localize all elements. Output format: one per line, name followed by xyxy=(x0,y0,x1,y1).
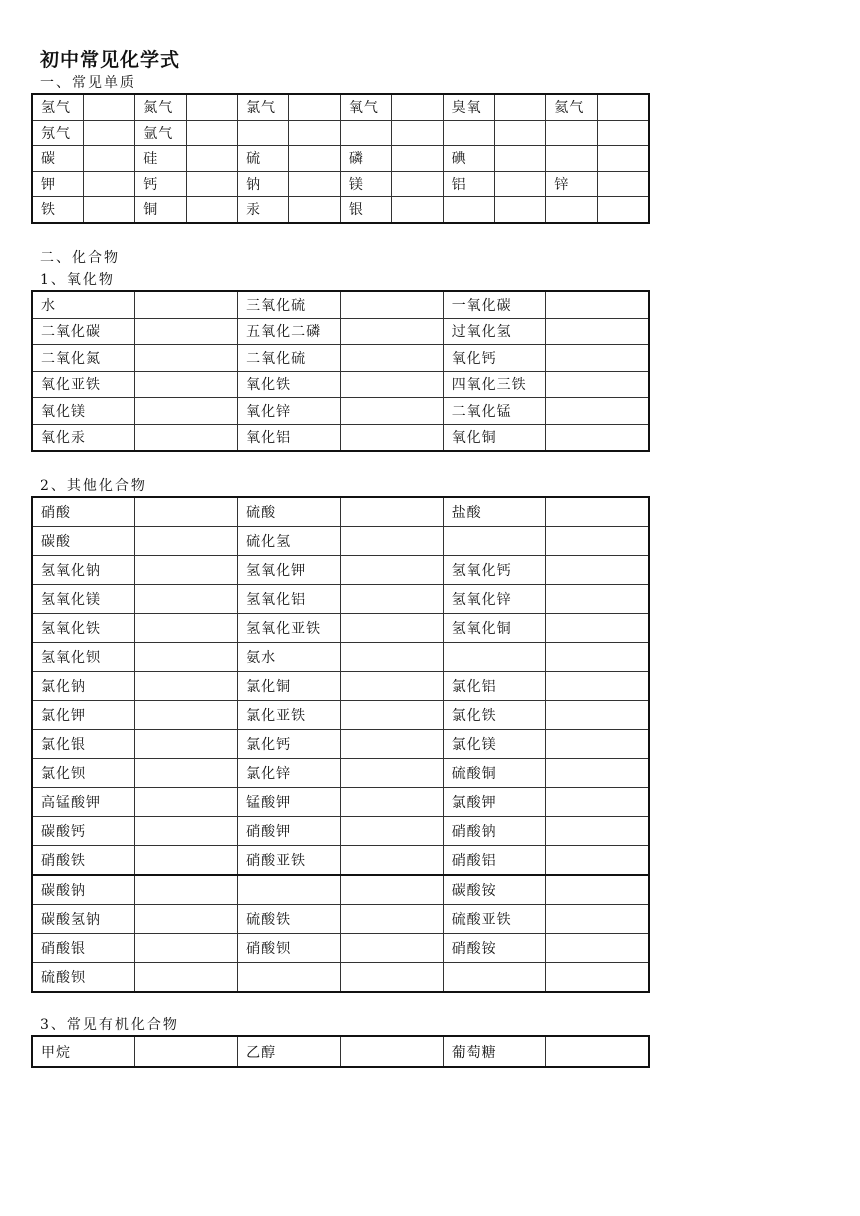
formula-blank-cell xyxy=(135,730,238,759)
section-heading-elements: 一、常见单质 xyxy=(40,75,136,91)
compound-name-cell: 氢气 xyxy=(32,94,83,120)
compound-name-cell: 硝酸铁 xyxy=(32,846,135,876)
formula-blank-cell xyxy=(135,934,238,963)
compound-name-cell xyxy=(238,120,289,146)
compound-name-cell: 氮气 xyxy=(135,94,186,120)
formula-blank-cell xyxy=(546,730,649,759)
compound-name-cell xyxy=(546,146,597,172)
compound-name-cell: 氖气 xyxy=(32,120,83,146)
table-row xyxy=(32,120,649,146)
table-row xyxy=(32,905,649,934)
compound-name-cell: 氢氧化钙 xyxy=(443,556,546,585)
compound-name-cell: 氯化镁 xyxy=(443,730,546,759)
formula-blank-cell xyxy=(340,788,443,817)
formula-blank-cell xyxy=(83,120,134,146)
formula-blank-cell xyxy=(340,846,443,876)
formula-blank-cell xyxy=(186,120,237,146)
table-row xyxy=(32,963,649,993)
compound-name-cell xyxy=(546,197,597,223)
formula-blank-cell xyxy=(340,730,443,759)
table-row xyxy=(32,527,649,556)
compound-name-cell: 镁 xyxy=(340,171,391,197)
compound-name-cell: 硫 xyxy=(238,146,289,172)
compound-name-cell: 氯化钡 xyxy=(32,759,135,788)
table-row xyxy=(32,171,649,197)
formula-blank-cell xyxy=(392,120,443,146)
compound-name-cell: 氯化钠 xyxy=(32,672,135,701)
formula-blank-cell xyxy=(597,94,648,120)
compound-name-cell: 氯化铝 xyxy=(443,672,546,701)
formula-blank-cell xyxy=(546,398,649,425)
formula-blank-cell xyxy=(597,197,648,223)
formula-blank-cell xyxy=(546,672,649,701)
compound-name-cell: 二氧化硫 xyxy=(238,345,341,372)
compound-name-cell: 硝酸银 xyxy=(32,934,135,963)
formula-blank-cell xyxy=(135,1036,238,1067)
formula-blank-cell xyxy=(495,120,546,146)
compound-name-cell xyxy=(443,527,546,556)
compound-name-cell: 一氧化碳 xyxy=(443,291,546,318)
compound-name-cell: 氯酸钾 xyxy=(443,788,546,817)
compound-name-cell: 铁 xyxy=(32,197,83,223)
formula-blank-cell xyxy=(340,672,443,701)
formula-blank-cell xyxy=(186,197,237,223)
formula-blank-cell xyxy=(135,556,238,585)
compound-name-cell: 四氧化三铁 xyxy=(443,371,546,398)
table-row xyxy=(32,197,649,223)
compound-name-cell: 硫酸铁 xyxy=(238,905,341,934)
table-row xyxy=(32,556,649,585)
formula-blank-cell xyxy=(546,701,649,730)
formula-blank-cell xyxy=(546,424,649,451)
compound-name-cell: 氢氧化锌 xyxy=(443,585,546,614)
compound-name-cell: 高锰酸钾 xyxy=(32,788,135,817)
table-row xyxy=(32,1036,649,1067)
compound-name-cell xyxy=(546,120,597,146)
compound-name-cell: 臭氧 xyxy=(443,94,494,120)
compound-name-cell: 氢氧化镁 xyxy=(32,585,135,614)
compound-name-cell: 硝酸钡 xyxy=(238,934,341,963)
table-row xyxy=(32,730,649,759)
compound-name-cell: 过氧化氢 xyxy=(443,318,546,345)
formula-blank-cell xyxy=(546,759,649,788)
compound-name-cell: 铜 xyxy=(135,197,186,223)
compound-name-cell: 氯气 xyxy=(238,94,289,120)
formula-blank-cell xyxy=(392,171,443,197)
compound-name-cell: 硅 xyxy=(135,146,186,172)
compound-name-cell: 铝 xyxy=(443,171,494,197)
compound-name-cell: 氢氧化钾 xyxy=(238,556,341,585)
formula-blank-cell xyxy=(340,643,443,672)
formula-blank-cell xyxy=(392,197,443,223)
table-row xyxy=(32,759,649,788)
compound-name-cell: 氯化钙 xyxy=(238,730,341,759)
formula-blank-cell xyxy=(546,817,649,846)
formula-blank-cell xyxy=(392,94,443,120)
formula-blank-cell xyxy=(546,371,649,398)
compound-name-cell: 硝酸铵 xyxy=(443,934,546,963)
formula-blank-cell xyxy=(546,643,649,672)
compound-name-cell xyxy=(443,197,494,223)
formula-blank-cell xyxy=(340,585,443,614)
formula-blank-cell xyxy=(340,1036,443,1067)
formula-blank-cell xyxy=(546,318,649,345)
formula-blank-cell xyxy=(546,788,649,817)
formula-blank-cell xyxy=(135,497,238,527)
section-heading-oxides: 1、氧化物 xyxy=(40,272,115,288)
formula-blank-cell xyxy=(546,585,649,614)
formula-blank-cell xyxy=(83,146,134,172)
formula-blank-cell xyxy=(186,146,237,172)
compound-name-cell: 氯化锌 xyxy=(238,759,341,788)
elements-table xyxy=(31,93,650,224)
formula-blank-cell xyxy=(135,963,238,993)
compound-name-cell xyxy=(238,875,341,905)
compound-name-cell: 碳酸钠 xyxy=(32,875,135,905)
formula-blank-cell xyxy=(83,94,134,120)
compound-name-cell: 氯化钾 xyxy=(32,701,135,730)
formula-blank-cell xyxy=(546,291,649,318)
formula-blank-cell xyxy=(495,171,546,197)
compound-name-cell: 盐酸 xyxy=(443,497,546,527)
formula-blank-cell xyxy=(135,291,238,318)
formula-blank-cell xyxy=(340,345,443,372)
formula-blank-cell xyxy=(340,817,443,846)
formula-blank-cell xyxy=(135,527,238,556)
compound-name-cell: 氧化汞 xyxy=(32,424,135,451)
formula-blank-cell xyxy=(495,146,546,172)
table-row xyxy=(32,318,649,345)
compound-name-cell: 氧气 xyxy=(340,94,391,120)
table-row xyxy=(32,846,649,876)
formula-blank-cell xyxy=(340,497,443,527)
compound-name-cell: 氯化铁 xyxy=(443,701,546,730)
table-row xyxy=(32,701,649,730)
formula-blank-cell xyxy=(340,424,443,451)
compound-name-cell: 钙 xyxy=(135,171,186,197)
formula-blank-cell xyxy=(135,788,238,817)
compound-name-cell: 银 xyxy=(340,197,391,223)
formula-blank-cell xyxy=(546,875,649,905)
formula-blank-cell xyxy=(135,817,238,846)
formula-blank-cell xyxy=(135,345,238,372)
compound-name-cell: 氯化银 xyxy=(32,730,135,759)
compound-name-cell xyxy=(443,643,546,672)
compound-name-cell: 硝酸钠 xyxy=(443,817,546,846)
formula-blank-cell xyxy=(289,197,340,223)
table-row xyxy=(32,672,649,701)
compound-name-cell: 碘 xyxy=(443,146,494,172)
table-row xyxy=(32,585,649,614)
compound-name-cell: 锌 xyxy=(546,171,597,197)
formula-blank-cell xyxy=(340,318,443,345)
compound-name-cell: 锰酸钾 xyxy=(238,788,341,817)
formula-blank-cell xyxy=(135,585,238,614)
compound-name-cell: 氢氧化铁 xyxy=(32,614,135,643)
organic-compounds-table xyxy=(31,1035,650,1068)
formula-blank-cell xyxy=(135,759,238,788)
compound-name-cell: 二氧化碳 xyxy=(32,318,135,345)
compound-name-cell: 氦气 xyxy=(546,94,597,120)
oxides-table xyxy=(31,290,650,452)
formula-blank-cell xyxy=(546,497,649,527)
compound-name-cell: 硫化氢 xyxy=(238,527,341,556)
compound-name-cell xyxy=(238,963,341,993)
formula-blank-cell xyxy=(135,905,238,934)
table-row xyxy=(32,371,649,398)
compound-name-cell: 氢氧化铝 xyxy=(238,585,341,614)
formula-blank-cell xyxy=(135,846,238,876)
compound-name-cell: 硫酸钡 xyxy=(32,963,135,993)
formula-blank-cell xyxy=(135,643,238,672)
formula-blank-cell xyxy=(546,556,649,585)
compound-name-cell: 碳酸 xyxy=(32,527,135,556)
formula-blank-cell xyxy=(289,171,340,197)
formula-blank-cell xyxy=(289,94,340,120)
compound-name-cell: 碳酸钙 xyxy=(32,817,135,846)
formula-blank-cell xyxy=(546,934,649,963)
formula-blank-cell xyxy=(340,398,443,425)
formula-blank-cell xyxy=(135,424,238,451)
compound-name-cell: 硝酸 xyxy=(32,497,135,527)
formula-blank-cell xyxy=(546,345,649,372)
formula-blank-cell xyxy=(340,556,443,585)
formula-blank-cell xyxy=(546,1036,649,1067)
compound-name-cell: 二氧化锰 xyxy=(443,398,546,425)
formula-blank-cell xyxy=(597,171,648,197)
table-row xyxy=(32,497,649,527)
compound-name-cell: 氩气 xyxy=(135,120,186,146)
compound-name-cell: 氯化亚铁 xyxy=(238,701,341,730)
compound-name-cell: 氧化锌 xyxy=(238,398,341,425)
formula-blank-cell xyxy=(135,318,238,345)
formula-blank-cell xyxy=(340,371,443,398)
table-row xyxy=(32,398,649,425)
compound-name-cell: 钠 xyxy=(238,171,289,197)
formula-blank-cell xyxy=(546,963,649,993)
formula-blank-cell xyxy=(495,197,546,223)
compound-name-cell: 葡萄糖 xyxy=(443,1036,546,1067)
compound-name-cell: 三氧化硫 xyxy=(238,291,341,318)
table-row xyxy=(32,146,649,172)
compound-name-cell: 氧化铜 xyxy=(443,424,546,451)
formula-blank-cell xyxy=(340,701,443,730)
formula-blank-cell xyxy=(340,759,443,788)
compound-name-cell: 乙醇 xyxy=(238,1036,341,1067)
compound-name-cell: 硫酸亚铁 xyxy=(443,905,546,934)
formula-blank-cell xyxy=(597,146,648,172)
table-row xyxy=(32,875,649,905)
table-row xyxy=(32,934,649,963)
formula-blank-cell xyxy=(135,614,238,643)
formula-blank-cell xyxy=(340,291,443,318)
formula-blank-cell xyxy=(340,614,443,643)
section-heading-compounds: 二、化合物 xyxy=(40,250,120,266)
formula-blank-cell xyxy=(186,94,237,120)
formula-blank-cell xyxy=(83,171,134,197)
compound-name-cell: 硝酸钾 xyxy=(238,817,341,846)
table-row xyxy=(32,614,649,643)
formula-blank-cell xyxy=(135,398,238,425)
compound-name-cell: 甲烷 xyxy=(32,1036,135,1067)
compound-name-cell: 硫酸 xyxy=(238,497,341,527)
compound-name-cell: 氢氧化亚铁 xyxy=(238,614,341,643)
formula-blank-cell xyxy=(546,614,649,643)
compound-name-cell xyxy=(443,963,546,993)
table-row xyxy=(32,291,649,318)
formula-blank-cell xyxy=(392,146,443,172)
formula-blank-cell xyxy=(135,672,238,701)
table-row xyxy=(32,788,649,817)
compound-name-cell: 氢氧化钡 xyxy=(32,643,135,672)
compound-name-cell: 二氧化氮 xyxy=(32,345,135,372)
compound-name-cell: 氢氧化铜 xyxy=(443,614,546,643)
compound-name-cell: 磷 xyxy=(340,146,391,172)
formula-blank-cell xyxy=(546,846,649,876)
compound-name-cell: 氢氧化钠 xyxy=(32,556,135,585)
compound-name-cell: 水 xyxy=(32,291,135,318)
section-heading-other-compounds: 2、其他化合物 xyxy=(40,478,147,494)
formula-blank-cell xyxy=(135,875,238,905)
formula-blank-cell xyxy=(597,120,648,146)
formula-blank-cell xyxy=(340,905,443,934)
formula-blank-cell xyxy=(186,171,237,197)
compound-name-cell: 碳酸氢钠 xyxy=(32,905,135,934)
page-title: 初中常见化学式 xyxy=(40,49,181,71)
formula-blank-cell xyxy=(135,371,238,398)
table-row xyxy=(32,345,649,372)
compound-name-cell: 硝酸亚铁 xyxy=(238,846,341,876)
formula-blank-cell xyxy=(340,875,443,905)
compound-name-cell: 碳 xyxy=(32,146,83,172)
compound-name-cell: 氯化铜 xyxy=(238,672,341,701)
compound-name-cell xyxy=(443,120,494,146)
formula-blank-cell xyxy=(340,963,443,993)
compound-name-cell: 汞 xyxy=(238,197,289,223)
formula-blank-cell xyxy=(546,527,649,556)
section-heading-organic: 3、常见有机化合物 xyxy=(40,1017,179,1033)
compound-name-cell: 五氧化二磷 xyxy=(238,318,341,345)
compound-name-cell: 氧化钙 xyxy=(443,345,546,372)
formula-blank-cell xyxy=(340,527,443,556)
table-row xyxy=(32,94,649,120)
compound-name-cell: 碳酸铵 xyxy=(443,875,546,905)
formula-blank-cell xyxy=(340,934,443,963)
compound-name-cell: 氧化铁 xyxy=(238,371,341,398)
table-row xyxy=(32,424,649,451)
formula-blank-cell xyxy=(495,94,546,120)
formula-blank-cell xyxy=(135,701,238,730)
formula-blank-cell xyxy=(289,146,340,172)
compound-name-cell: 氨水 xyxy=(238,643,341,672)
compound-name-cell: 硝酸铝 xyxy=(443,846,546,876)
compound-name-cell: 氧化亚铁 xyxy=(32,371,135,398)
table-row xyxy=(32,643,649,672)
formula-blank-cell xyxy=(546,905,649,934)
compound-name-cell: 氧化铝 xyxy=(238,424,341,451)
compound-name-cell: 硫酸铜 xyxy=(443,759,546,788)
compound-name-cell xyxy=(340,120,391,146)
other-compounds-table xyxy=(31,496,650,993)
compound-name-cell: 氧化镁 xyxy=(32,398,135,425)
formula-blank-cell xyxy=(289,120,340,146)
compound-name-cell: 钾 xyxy=(32,171,83,197)
formula-blank-cell xyxy=(83,197,134,223)
table-row xyxy=(32,817,649,846)
